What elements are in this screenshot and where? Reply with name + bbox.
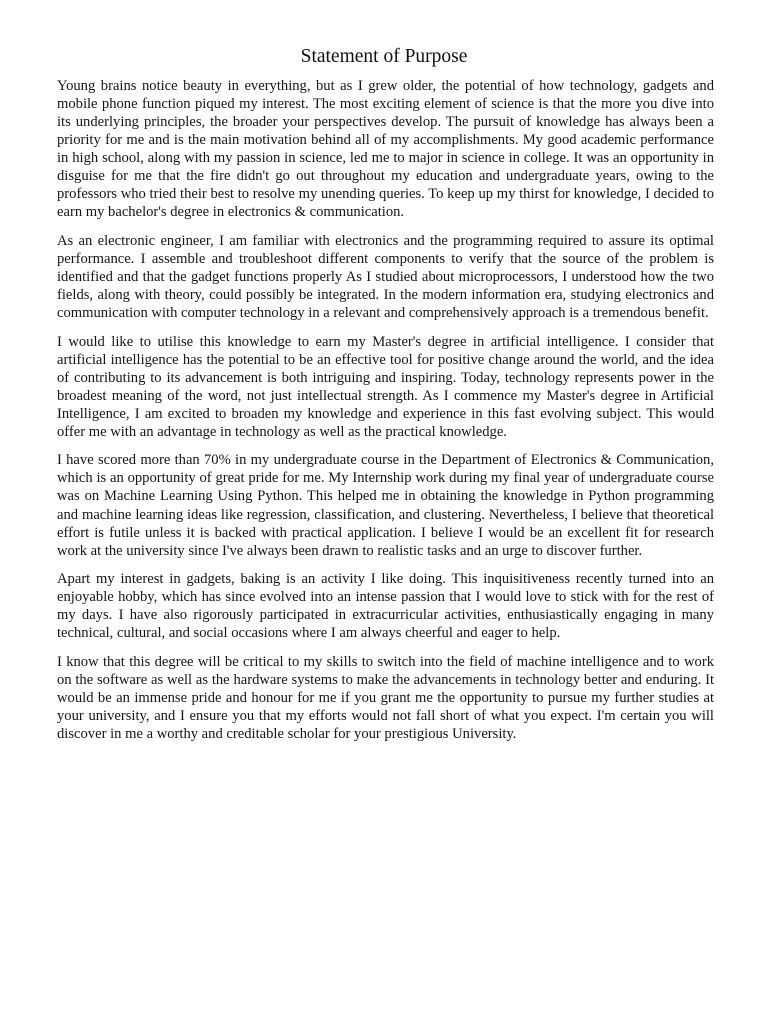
paragraph-3: I would like to utilise this knowledge to earn my Master's degree in artificial intelligence. I consider that artificial intelligence has the potential to be an effective tool for positive change around the world, and the idea of contributing to its advancement is both intriguing and inspiring. Today, technology represents power in the broadest meaning of the word, not just intellectual strength. As I commence my Master's degree in Artificial Intelligence, I am excited to broaden my knowledge and experience in this fast evolving subject. This would offer me with an advantage in technology as well as the practical knowledge.	[57, 333, 714, 440]
paragraph-6: I know that this degree will be critical to my skills to switch into the field of machine intelligence and to work on the software as well as the hardware systems to make the advancements in technology better and enduring. It would be an immense pride and honour for me if you grant me the opportunity to pursue my further studies at your university, and I ensure you that my efforts would not fall short of what you expect. I'm certain you will discover in me a worthy and creditable scholar for your prestigious University.	[57, 653, 714, 743]
page-title: Statement of Purpose	[300, 46, 468, 67]
paragraph-2: As an electronic engineer, I am familiar with electronics and the programming required to assure its optimal performance. I assemble and troubleshoot different components to verify that the source of the problem is identified and that the gadget functions properly As I studied about microprocessors, I understood how the two fields, along with theory, could possibly be integrated. In the modern information era, studying electronics and communication with computer technology in a relevant and comprehensively approach is a tremendous benefit.	[57, 232, 714, 322]
paragraph-1: Young brains notice beauty in everything, but as I grew older, the potential of how technology, gadgets and mobile phone function piqued my interest. The most exciting element of science is that the more you dive into its underlying principles, the broader your perspectives develop. The pursuit of knowledge has always been a priority for me and is the main motivation behind all of my accomplishments. My good academic performance in high school, along with my passion in science, led me to major in science in college. It was an opportunity in disguise for me that the fire didn't go out throughout my education and undergraduate years, owing to the professors who tried their best to resolve my unending queries. To keep up my thirst for knowledge, I decided to earn my bachelor's degree in electronics & communication.	[57, 78, 714, 221]
paragraph-5: Apart my interest in gadgets, baking is an activity I like doing. This inquisitiveness recently turned into an enjoyable hobby, which has since evolved into an intense passion that I would love to stick with for the rest of my days. I have also rigorously participated in extracurricular activities, enthusiastically engaging in many technical, cultural, and social occasions where I am always cheerful and eager to help.	[57, 571, 714, 642]
paragraph-4: I have scored more than 70% in my undergraduate course in the Department of Electronics & Communication, which is an opportunity of great pride for me. My Internship work during my final year of undergraduate course was on Machine Learning Using Python. This helped me in obtaining the knowledge in Python programming and machine learning ideas like regression, classification, and clustering. Nevertheless, I believe that theoretical effort is futile unless it is backed with practical application. I believe I would be an excellent fit for research work at the university since I've always been drawn to realistic tasks and an urge to discover further.	[57, 452, 714, 559]
document-body	[57, 77, 714, 754]
